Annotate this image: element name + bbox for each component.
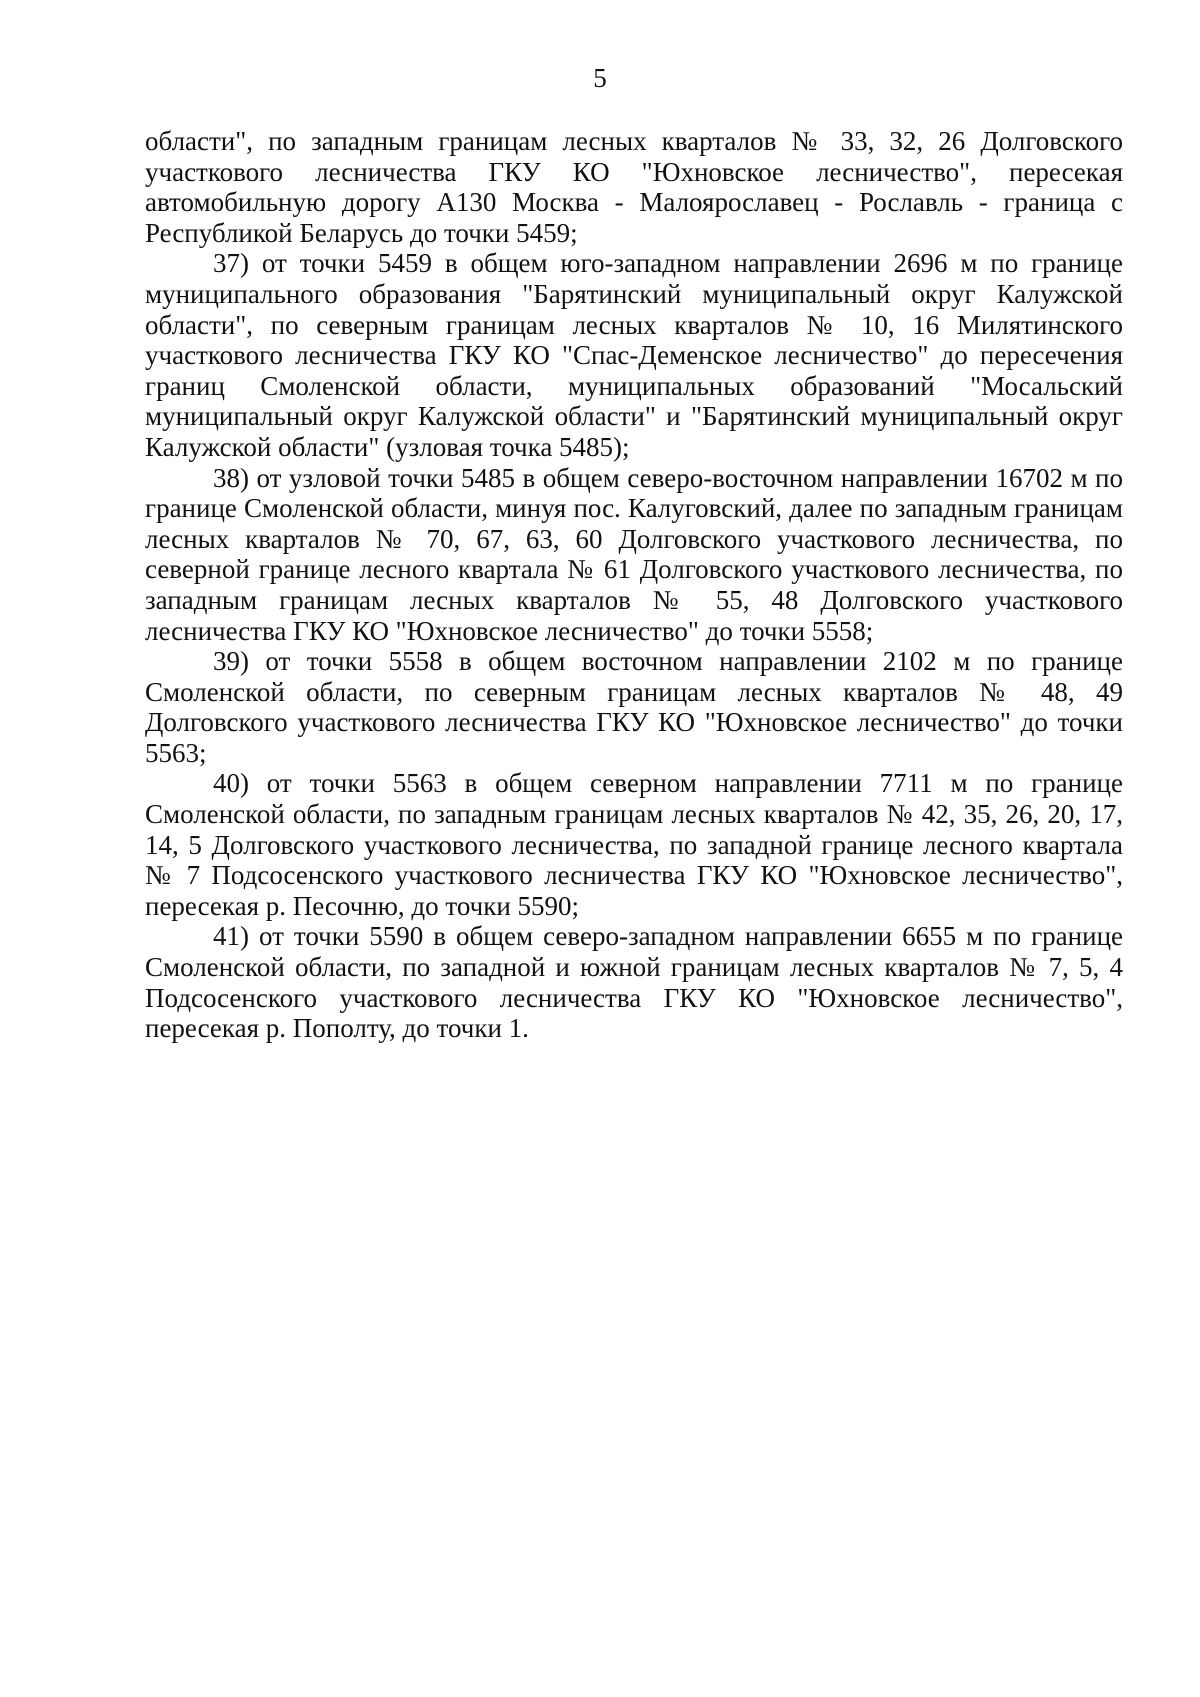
paragraph-continuation: области", по западным границам лесных кварталов № 33, 32, 26 Долговского участкового лесничества ГКУ КО "Юхновское лесничество", пересекая автомобильную дорогу А130 Москва - Малоярославец - Рославль - граница с Республикой Беларусь до точки 5459; <box>145 126 1123 248</box>
paragraph-item-39: 39) от точки 5558 в общем восточном направлении 2102 м по границе Смоленской области, по северным границам лесных кварталов № 48, 49 Долговского участкового лесничества ГКУ КО "Юхновское лесничество" до точки 5563; <box>145 646 1123 768</box>
document-body <box>145 126 1123 1044</box>
paragraph-item-38: 38) от узловой точки 5485 в общем северо-восточном направлении 16702 м по границе Смоленской области, минуя пос. Калуговский, далее по западным границам лесных кварталов № 70, 67, 63, 60 Долговского участкового лесничества, по северной границе лесного квартала № 61 Долговского участкового лесничества, по западным границам лесных кварталов № 55, 48 Долговского участкового лесничества ГКУ КО "Юхновское лесничество" до точки 5558; <box>145 462 1123 646</box>
paragraph-item-37: 37) от точки 5459 в общем юго-западном направлении 2696 м по границе муниципального образования "Барятинский муниципальный округ Калужской области", по северным границам лесных кварталов № 10, 16 Милятинского участкового лесничества ГКУ КО "Спас-Деменское лесничество" до пересечения границ Смоленской области, муниципальных образований "Мосальский муниципальный округ Калужской области" и "Барятинский муниципальный округ Калужской области" (узловая точка 5485); <box>145 248 1123 462</box>
page-number: 5 <box>593 63 607 93</box>
paragraph-item-40: 40) от точки 5563 в общем северном направлении 7711 м по границе Смоленской области, по западным границам лесных кварталов № 42, 35, 26, 20, 17, 14, 5 Долговского участкового лесничества, по западной границе лесного квартала № 7 Подсосенского участкового лесничества ГКУ КО "Юхновское лесничество", пересекая р. Песочню, до точки 5590; <box>145 768 1123 921</box>
paragraph-item-41: 41) от точки 5590 в общем северо-западном направлении 6655 м по границе Смоленской области, по западной и южной границам лесных кварталов № 7, 5, 4 Подсосенского участкового лесничества ГКУ КО "Юхновское лесничество", пересекая р. Пополту, до точки 1. <box>145 921 1123 1044</box>
